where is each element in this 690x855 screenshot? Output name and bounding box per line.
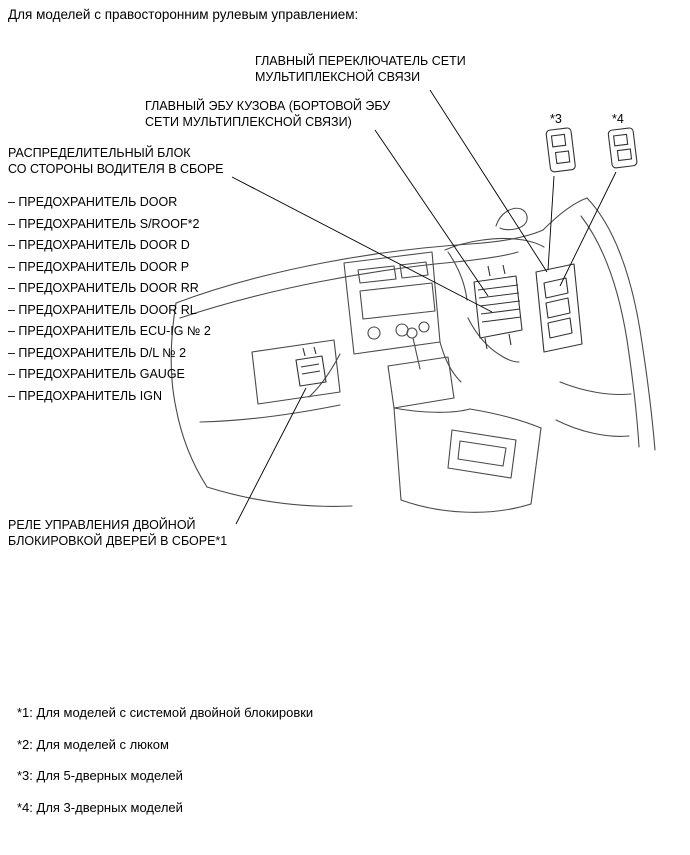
- label-double-lock-control-relay: [8, 518, 227, 549]
- label-line: СО СТОРОНЫ ВОДИТЕЛЯ В СБОРЕ: [8, 161, 224, 176]
- dashboard-illustration: [171, 198, 655, 512]
- fuse-list-item: – ПРЕДОХРАНИТЕЛЬ DOOR P: [8, 259, 190, 274]
- fuse-list-item: – ПРЕДОХРАНИТЕЛЬ DOOR D: [8, 238, 190, 252]
- footnote: *2: Для моделей с люком: [17, 736, 169, 752]
- fuse-list-item: – ПРЕДОХРАНИТЕЛЬ IGN: [8, 388, 162, 403]
- label-line: БЛОКИРОВКОЙ ДВЕРЕЙ В СБОРЕ*1: [8, 533, 228, 548]
- switch-assembly-5door-icon: [546, 128, 576, 173]
- label-line: ГЛАВНЫЙ ПЕРЕКЛЮЧАТЕЛЬ СЕТИ: [255, 54, 466, 68]
- window-switch-panel-drawing: [536, 264, 582, 352]
- leader-ref3: [548, 176, 554, 270]
- ref-label-3door: *4: [612, 112, 624, 126]
- label-line: РАСПРЕДЕЛИТЕЛЬНЫЙ БЛОК: [8, 146, 191, 160]
- ref-label-5door: *3: [550, 112, 562, 126]
- fuse-list-item: – ПРЕДОХРАНИТЕЛЬ DOOR RL: [8, 302, 197, 317]
- label-line: ГЛАВНЫЙ ЭБУ КУЗОВА (БОРТОВОЙ ЭБУ: [145, 99, 391, 113]
- page-heading: Для моделей с правосторонним рулевым управлением:: [8, 7, 359, 22]
- relay-drawing: [296, 347, 326, 386]
- footnote: *1: Для моделей с системой двойной блокировки: [17, 705, 314, 720]
- fuse-list-item: – ПРЕДОХРАНИТЕЛЬ S/ROOF*2: [8, 216, 200, 231]
- label-multiplex-network-master-switch: [255, 54, 466, 85]
- fuse-list-item: – ПРЕДОХРАНИТЕЛЬ D/L № 2: [8, 345, 187, 360]
- leader-ref4: [560, 172, 616, 286]
- fuse-list-item: – ПРЕДОХРАНИТЕЛЬ GAUGE: [8, 367, 185, 381]
- label-line: РЕЛЕ УПРАВЛЕНИЯ ДВОЙНОЙ: [8, 518, 196, 532]
- leader-body-ecu: [375, 130, 488, 296]
- switch-assembly-3door-icon: [608, 128, 637, 169]
- fuse-list-item: – ПРЕДОХРАНИТЕЛЬ DOOR: [8, 195, 178, 209]
- leader-multiplex-switch: [430, 90, 547, 272]
- leader-relay: [236, 388, 306, 524]
- fuse-list: [8, 192, 211, 407]
- label-main-body-ecu: [145, 99, 390, 130]
- footnote: *3: Для 5-дверных моделей: [17, 768, 183, 783]
- footnotes: [17, 705, 313, 831]
- leader-lines: [232, 90, 616, 524]
- footnote: *4: Для 3-дверных моделей: [17, 799, 183, 815]
- junction-block-drawing: [474, 265, 522, 349]
- fuse-list-item: – ПРЕДОХРАНИТЕЛЬ DOOR RR: [8, 281, 199, 295]
- label-line: МУЛЬТИПЛЕКСНОЙ СВЯЗИ: [255, 69, 421, 84]
- label-driver-side-junction-block: [8, 146, 224, 177]
- fuse-list-item: – ПРЕДОХРАНИТЕЛЬ ECU-IG № 2: [8, 324, 211, 338]
- label-line: СЕТИ МУЛЬТИПЛЕКСНОЙ СВЯЗИ): [145, 114, 352, 129]
